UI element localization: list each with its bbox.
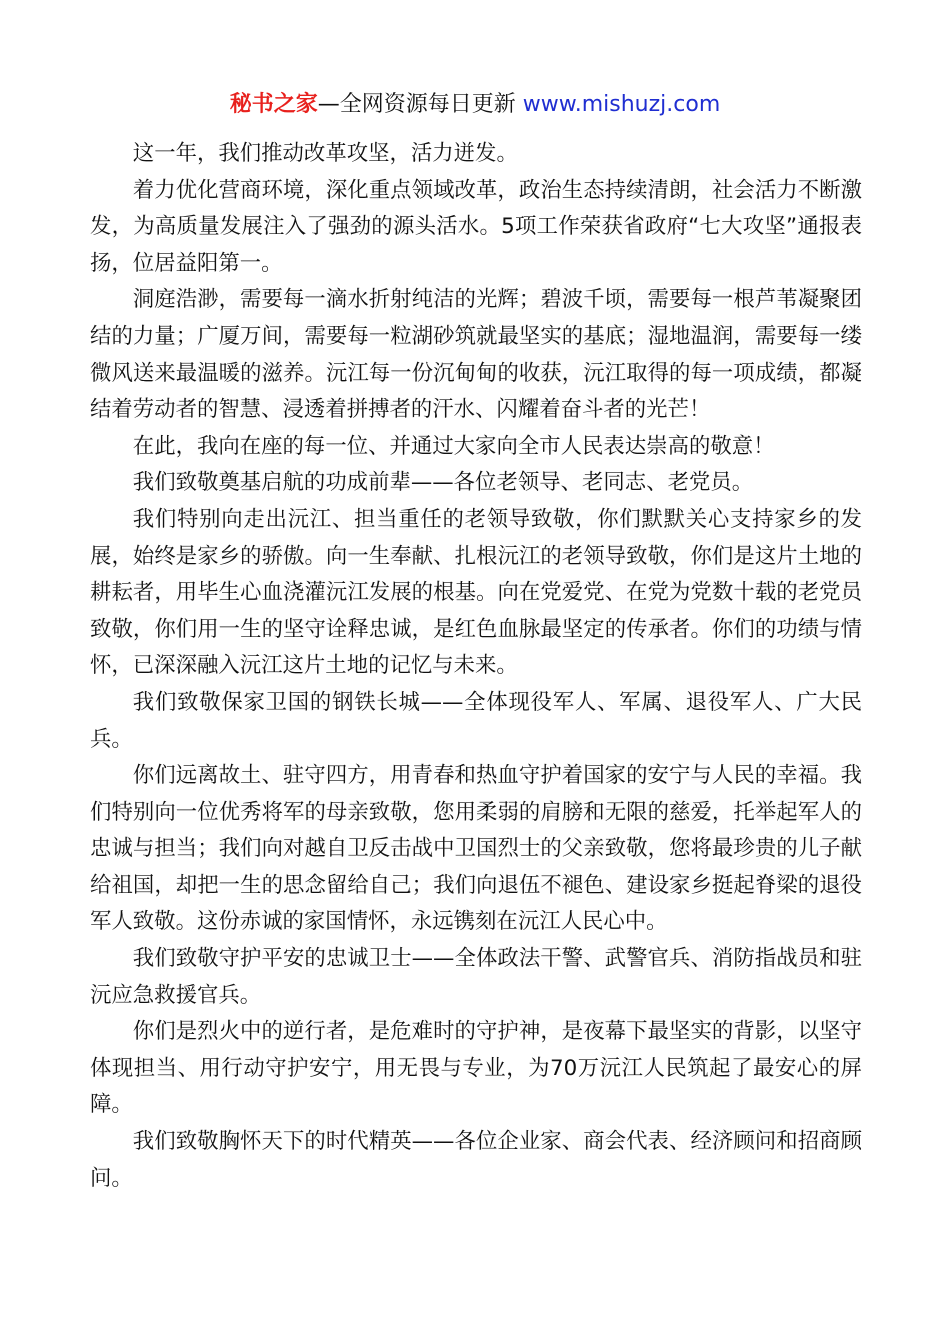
paragraph: 你们远离故土、驻守四方，用青春和热血守护着国家的安宁与人民的幸福。我们特别向一位优秀将军的母亲致敬，您用柔弱的肩膀和无限的慈爱，托举起军人的忠诚与担当；我们向对越自卫反击战中卫国烈士的父亲致敬，您将最珍贵的儿子献给祖国，却把一生的思念留给自己；我们向退伍不褪色、建设家乡挺起脊梁的退役军人致敬。这份赤诚的家国情怀，永远镌刻在沅江人民心中。 — [90, 763, 862, 935]
paragraph: 我们致敬奠基启航的功成前辈——各位老领导、老同志、老党员。 — [132, 470, 754, 496]
paragraph: 你们是烈火中的逆行者，是危难时的守护神，是夜幕下最坚实的背影，以坚守体现担当、用行动守护安宁，用无畏与专业，为70万沅江人民筑起了最安心的屏障。 — [90, 1019, 862, 1118]
paragraph: 我们致敬守护平安的忠诚卫士——全体政法干警、武警官兵、消防指战员和驻沅应急救援官兵。 — [90, 946, 862, 1008]
header-brand: 秘书之家 — [229, 92, 318, 117]
paragraph: 我们致敬保家卫国的钢铁长城——全体现役军人、军属、退役军人、广大民兵。 — [90, 689, 862, 752]
paragraph: 这一年，我们推动改革攻坚，活力迸发。 — [132, 141, 518, 166]
header-tagline: —全网资源每日更新 — [317, 92, 523, 117]
paragraph: 我们致敬胸怀天下的时代精英——各位企业家、商会代表、经济顾问和招商顾问。 — [90, 1129, 862, 1191]
page-header — [0, 88, 950, 122]
paragraph: 洞庭浩渺，需要每一滴水折射纯洁的光辉；碧波千顷，需要每一根芦苇凝聚团结的力量；广厦万间，需要每一粒湖砂筑就最坚实的基底；湿地温润，需要每一缕微风送来最温暖的滋养。沅江每一份沉甸甸的收获，沅江取得的每一项成绩，都凝结着劳动者的智慧、浸透着拼搏者的汗水、闪耀着奋斗者的光芒！ — [90, 287, 862, 423]
document-body — [90, 136, 862, 1197]
header-url-link[interactable]: www.mishuzj.com — [522, 92, 721, 117]
paragraph: 在此，我向在座的每一位、并通过大家向全市人民表达崇高的敬意！ — [132, 433, 775, 459]
paragraph: 我们特别向走出沅江、担当重任的老领导致敬，你们默默关心支持家乡的发展，始终是家乡的骄傲。向一生奉献、扎根沅江的老领导致敬，你们是这片土地的耕耘者，用毕生心血浇灌沅江发展的根基。向在党爱党、在党为党数十载的老党员致敬，你们用一生的坚守诠释忠诚，是红色血脉最坚定的传承者。你们的功绩与情怀，已深深融入沅江这片土地的记忆与未来。 — [90, 506, 862, 679]
paragraph: 着力优化营商环境，深化重点领域改革，政治生态持续清朗，社会活力不断激发，为高质量发展注入了强劲的源头活水。5项工作荣获省政府“七大攻坚”通报表扬，位居益阳第一。 — [90, 177, 862, 276]
